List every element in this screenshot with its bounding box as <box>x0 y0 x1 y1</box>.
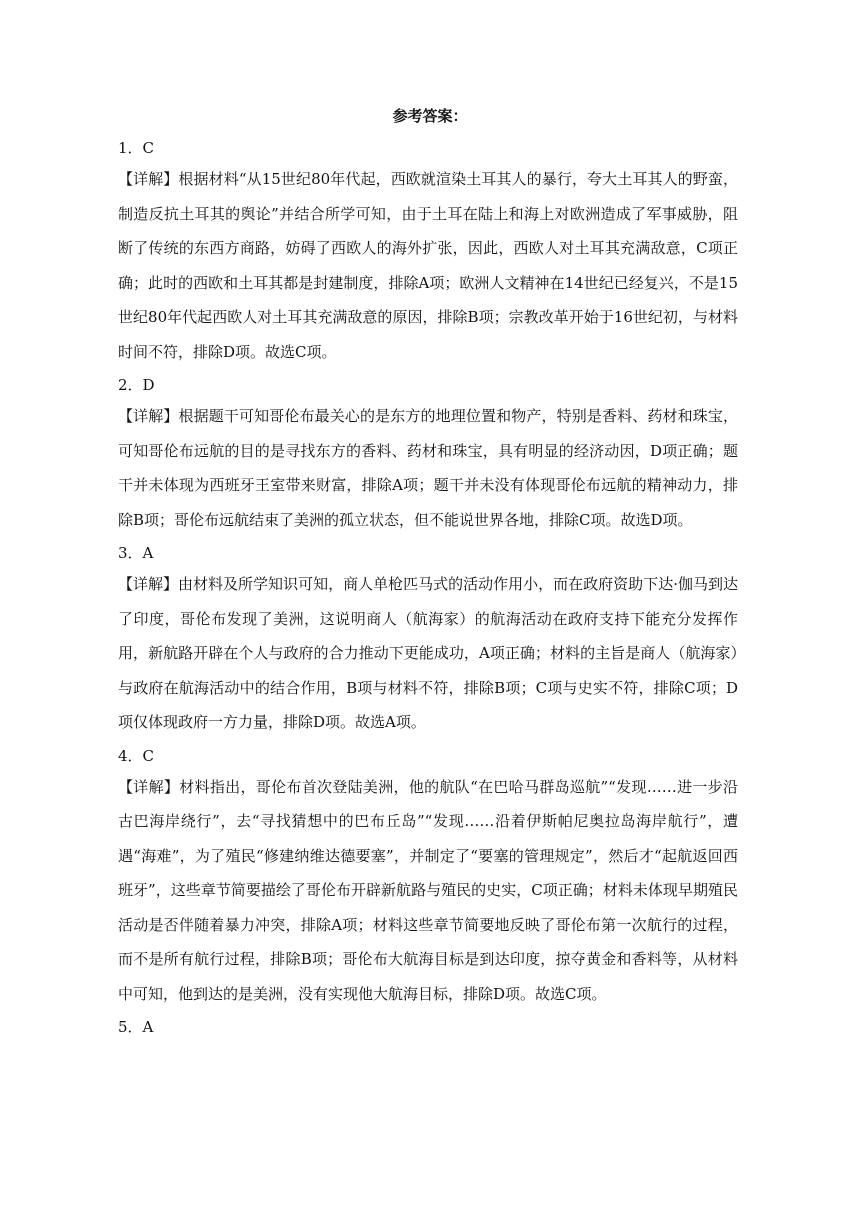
answer-label: 5．A <box>118 1018 154 1036</box>
answer-item-2 <box>118 369 738 537</box>
answer-explanation <box>118 567 738 740</box>
explanation-text: 根据材料“从15世纪80年代起，西欧就渲染土耳其人的暴行，夸大土耳其人的野蛮，制造反抗土耳其的舆论”并结合所学可知，由于土耳在陆上和海上对欧洲造成了军事威胁，阻断了传统的东西方商路，妨碍了西欧人的海外扩张，因此，西欧人对土耳其充满敌意，C项正确；此时的西欧和土耳其都是封建制度，排除A项；欧洲人文精神在14世纪已经复兴，不是15世纪80年代起西欧人对土耳其充满敌意的原因，排除B项；宗教改革开始于16世纪初，与材料时间不符，排除D项。故选C项。 <box>118 170 738 361</box>
answer-item-3 <box>118 537 738 740</box>
answer-label: 3．A <box>118 544 154 562</box>
explanation-text: 根据题干可知哥伦布最关心的是东方的地理位置和物产，特别是香料、药材和珠宝，可知哥伦布远航的目的是寻找东方的香料、药材和珠宝，具有明显的经济动因，D项正确；题干并未体现为西班牙王室带来财富，排除A项；题干并未没有体现哥伦布远航的精神动力，排除B项；哥伦布远航结束了美洲的孤立状态，但不能说世界各地，排除C项。故选D项。 <box>118 407 738 529</box>
answer-item-5 <box>118 1011 738 1041</box>
explanation-tag: 【详解】 <box>118 170 179 188</box>
answer-label: 1．C <box>118 139 155 157</box>
answer-label: 2．D <box>118 376 155 394</box>
answer-item-4 <box>118 740 738 1012</box>
answer-list <box>118 132 738 1041</box>
answer-item-1 <box>118 132 738 369</box>
answer-explanation <box>118 770 738 1012</box>
answer-label: 4．C <box>118 746 155 765</box>
explanation-tag: 【详解】 <box>118 407 179 425</box>
explanation-text: 由材料及所学知识可知，商人单枪匹马式的活动作用小，而在政府资助下达·伽马到达了印度，哥伦布发现了美洲，这说明商人（航海家）的航海活动在政府支持下能充分发挥作用，新航路开辟在个人与政府的合力推动下更能成功，A项正确；材料的主旨是商人（航海家）与政府在航海活动中的结合作用，B项与材料不符，排除B项；C项与史实不符，排除C项；D项仅体现政府一方力量，排除D项。故选A项。 <box>118 575 738 731</box>
answer-explanation <box>118 162 738 369</box>
explanation-tag: 【详解】 <box>118 575 179 593</box>
explanation-tag: 【详解】 <box>118 777 180 796</box>
answer-explanation <box>118 399 738 537</box>
explanation-text: 材料指出，哥伦布首次登陆美洲，他的航队“在巴哈马群岛巡航”“发现……进一步沿古巴海岸绕行”，去“寻找猜想中的巴布丘岛”“发现……沿着伊斯帕尼奥拉岛海岸航行”，遭遇“海难”，为了殖民“修建纳维达德要塞”，并制定了“要塞的管理规定”，然后才“起航返回西班牙”，这些章节简要描绘了哥伦布开辟新航路与殖民的史实，C项正确；材料未体现早期殖民活动是否伴随着暴力冲突，排除A项；材料这些章节简要地反映了哥伦布第一次航行的过程，而不是所有航行过程，排除B项；哥伦布大航海目标是到达印度，掠夺黄金和香料等，从材料中可知，他到达的是美洲，没有实现他大航海目标，排除D项。故选C项。 <box>118 777 738 1003</box>
page-title: 参考答案： <box>392 107 468 125</box>
